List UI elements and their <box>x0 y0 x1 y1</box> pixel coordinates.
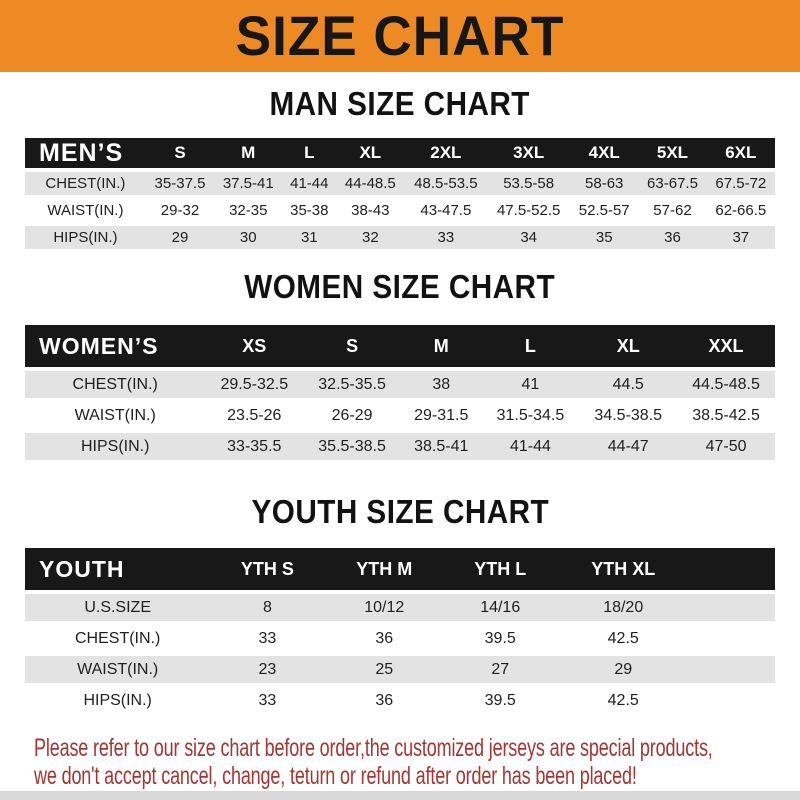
value-cell: 29 <box>556 656 690 683</box>
value-cell: 32.5-35.5 <box>303 371 401 398</box>
column-header: YTH XL <box>556 548 690 590</box>
value-cell: 37 <box>707 226 775 249</box>
youth-section-heading-text: YOUTH SIZE CHART <box>251 493 549 530</box>
value-cell: 42.5 <box>607 691 639 709</box>
value-cell: 35 <box>570 226 638 249</box>
women-section-heading-text: WOMEN SIZE CHART <box>244 268 556 305</box>
value-cell: 34.5-38.5 <box>594 406 663 424</box>
value-cell: 42.5 <box>607 629 639 647</box>
spacer-cell <box>690 656 775 683</box>
table-header-row <box>25 548 775 590</box>
column-header: L <box>282 138 336 168</box>
spacer-cell <box>690 594 775 621</box>
table-header-label: WOMEN’S <box>25 325 205 367</box>
men-size-table <box>25 134 775 253</box>
value-cell: 44.5 <box>579 371 677 398</box>
row-label: CHEST(IN.) <box>75 629 161 647</box>
value-cell: 25 <box>325 656 444 683</box>
value-cell: 31.5-34.5 <box>496 406 565 424</box>
value-cell: 31 <box>282 226 336 249</box>
table-row <box>25 656 775 683</box>
value-cell: 36 <box>375 691 394 709</box>
footer-note-line1: Please refer to our size chart before order,the customized jerseys are special products, <box>34 734 713 762</box>
value-cell: 43-47.5 <box>420 202 472 219</box>
column-header: 4XL <box>570 138 638 168</box>
value-cell: 38.5-41 <box>401 433 482 460</box>
table-row <box>25 199 775 222</box>
size-chart-banner <box>0 0 800 72</box>
column-header: 2XL <box>404 138 487 168</box>
value-cell: 37.5-41 <box>214 172 282 195</box>
value-cell: 29-31.5 <box>414 406 469 424</box>
column-header: 5XL <box>638 138 706 168</box>
table-header-row <box>25 138 775 168</box>
column-header: XL <box>579 325 677 367</box>
value-cell: 27 <box>444 656 556 683</box>
youth-size-table <box>25 544 775 718</box>
row-label: HIPS(IN.) <box>25 226 146 249</box>
value-cell: 44.5-48.5 <box>677 371 775 398</box>
men-section-heading <box>0 86 800 122</box>
value-cell: 26-29 <box>331 406 373 424</box>
value-cell: 41-44 <box>282 172 336 195</box>
value-cell: 47-50 <box>677 433 775 460</box>
banner-title: SIZE CHART <box>235 4 565 67</box>
footer-note-line2: we don't accept cancel, change, teturn or refund after order has been placed! <box>34 762 637 790</box>
row-label: WAIST(IN.) <box>74 406 156 424</box>
column-header: 3XL <box>487 138 570 168</box>
spacer-cell <box>690 625 775 652</box>
table-row <box>25 226 775 249</box>
spacer-cell <box>690 548 775 590</box>
value-cell: 8 <box>210 594 324 621</box>
table-header-label: YOUTH <box>25 548 210 590</box>
row-label: WAIST(IN.) <box>25 656 210 683</box>
value-cell: 41 <box>482 371 580 398</box>
value-cell: 23 <box>210 656 324 683</box>
value-cell: 14/16 <box>444 594 556 621</box>
value-cell: 29.5-32.5 <box>205 371 303 398</box>
table-row <box>25 371 775 398</box>
value-cell: 18/20 <box>556 594 690 621</box>
column-header: XS <box>205 325 303 367</box>
size-grid <box>25 321 775 464</box>
column-header: M <box>401 325 482 367</box>
row-label: CHEST(IN.) <box>25 172 146 195</box>
men-section-heading-text: MAN SIZE CHART <box>269 85 531 122</box>
value-cell: 32 <box>336 226 404 249</box>
column-header: 6XL <box>707 138 775 168</box>
column-header: M <box>214 138 282 168</box>
table-header-label: MEN’S <box>25 138 146 168</box>
value-cell: 63-67.5 <box>638 172 706 195</box>
value-cell: 44-47 <box>579 433 677 460</box>
table-row <box>25 172 775 195</box>
value-cell: 29-32 <box>160 202 200 219</box>
column-header: XXL <box>677 325 775 367</box>
row-label: HIPS(IN.) <box>25 433 205 460</box>
row-label: CHEST(IN.) <box>25 371 205 398</box>
value-cell: 36 <box>375 629 394 647</box>
value-cell: 52.5-57 <box>578 202 630 219</box>
value-cell: 30 <box>214 226 282 249</box>
row-label: U.S.SIZE <box>25 594 210 621</box>
value-cell: 48.5-53.5 <box>404 172 487 195</box>
value-cell: 10/12 <box>325 594 444 621</box>
size-grid <box>25 134 775 253</box>
value-cell: 67.5-72 <box>707 172 775 195</box>
value-cell: 57-62 <box>653 202 692 219</box>
spacer-cell <box>690 687 775 714</box>
column-header: XL <box>336 138 404 168</box>
value-cell: 35-38 <box>290 202 329 219</box>
table-header-row <box>25 325 775 367</box>
women-section-heading <box>0 269 800 305</box>
value-cell: 33 <box>258 629 277 647</box>
value-cell: 36 <box>638 226 706 249</box>
column-header: L <box>482 325 580 367</box>
value-cell: 38 <box>401 371 482 398</box>
table-row <box>25 625 775 652</box>
value-cell: 23.5-26 <box>227 406 282 424</box>
youth-section-heading <box>0 494 800 530</box>
column-header: S <box>303 325 401 367</box>
column-header: S <box>146 138 214 168</box>
value-cell: 58-63 <box>570 172 638 195</box>
value-cell: 62-66.5 <box>715 202 767 219</box>
table-row <box>25 594 775 621</box>
value-cell: 44-48.5 <box>336 172 404 195</box>
column-header: YTH L <box>444 548 556 590</box>
bottom-strip <box>0 791 800 800</box>
value-cell: 41-44 <box>482 433 580 460</box>
value-cell: 34 <box>487 226 570 249</box>
value-cell: 33-35.5 <box>205 433 303 460</box>
row-label: HIPS(IN.) <box>83 691 152 709</box>
value-cell: 38.5-42.5 <box>692 406 760 424</box>
value-cell: 39.5 <box>484 691 516 709</box>
row-label: WAIST(IN.) <box>47 202 124 219</box>
table-row <box>25 687 775 714</box>
footer-note <box>0 734 800 790</box>
value-cell: 35-37.5 <box>146 172 214 195</box>
table-row <box>25 402 775 429</box>
table-row <box>25 433 775 460</box>
value-cell: 32-35 <box>229 202 268 219</box>
value-cell: 47.5-52.5 <box>496 202 561 219</box>
women-size-table <box>25 321 775 464</box>
value-cell: 33 <box>404 226 487 249</box>
size-grid <box>25 544 775 718</box>
value-cell: 53.5-58 <box>487 172 570 195</box>
value-cell: 39.5 <box>484 629 516 647</box>
value-cell: 38-43 <box>351 202 390 219</box>
value-cell: 29 <box>146 226 214 249</box>
value-cell: 35.5-38.5 <box>303 433 401 460</box>
value-cell: 33 <box>258 691 277 709</box>
column-header: YTH M <box>325 548 444 590</box>
column-header: YTH S <box>210 548 324 590</box>
